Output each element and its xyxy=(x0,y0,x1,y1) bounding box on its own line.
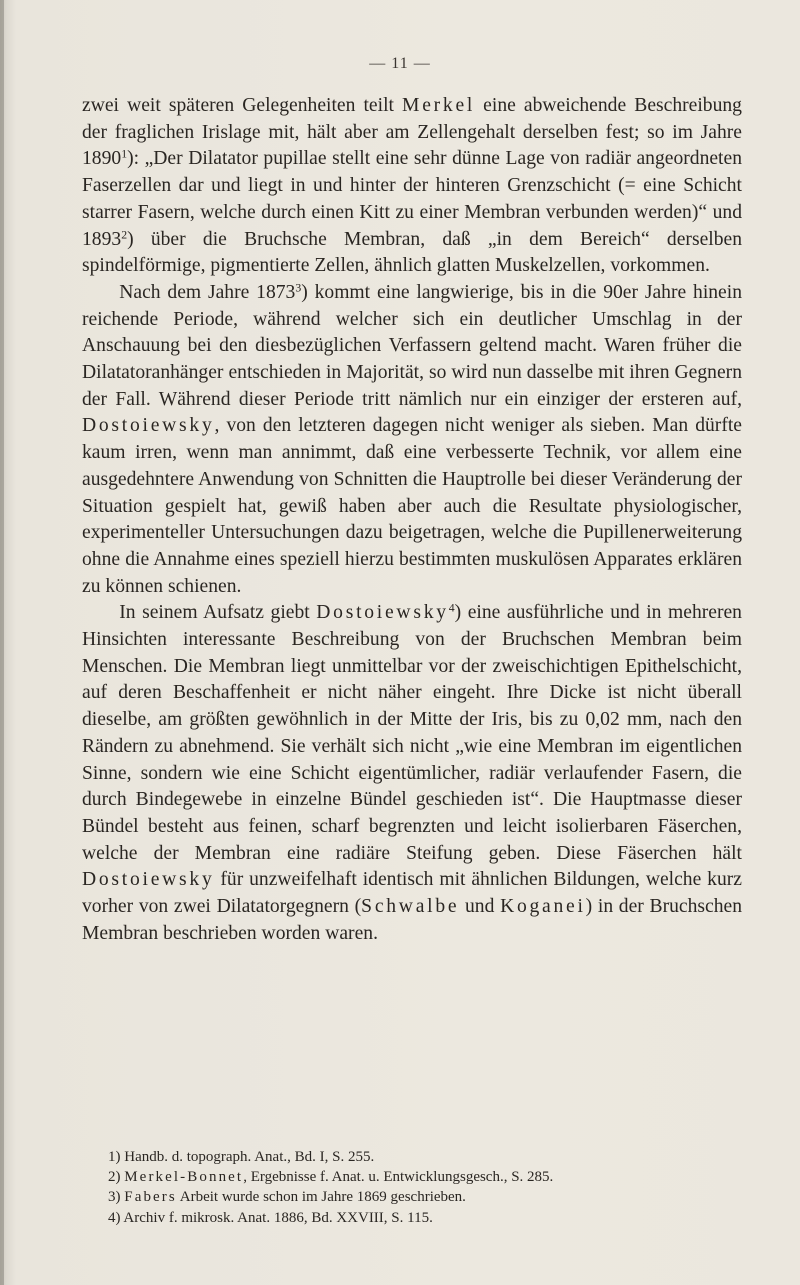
text-run: und xyxy=(459,896,501,918)
text-run: , von den letzteren dagegen nicht weniger als sieben. Man dürfte kaum irren, wenn man annimmt, daß eine verbesserte Technik, vor allem eine ausgedehntere Anwendung von Schnitten die Hauptrolle bei dieser Veränderung der Situation gespielt hat, gewiß haben aber auch die Resultate physiologischer, experimenteller Untersuchungen dazu beigetragen, welche die Pupillenerweiterung ohne die Annahme eines speziell hierzu bestimmten muskulösen Apparates erklären zu können schienen. xyxy=(82,415,742,597)
text-run: 1) Handb. d. topograph. Anat., Bd. I, S. 255. xyxy=(108,1149,375,1165)
text-run: 3) xyxy=(108,1189,125,1206)
text-run: Arbeit wurde schon im Jahre 1869 geschrieben. xyxy=(176,1189,466,1206)
text-run: ) in der Bruchschen Membran beschrieben worden waren. xyxy=(82,896,743,944)
footnote xyxy=(108,1167,748,1187)
footnote xyxy=(108,1208,748,1228)
text-run: für unzweifelhaft identisch mit ähnlichen Bildungen, welche kurz vorher von zwei Dilatatorgegnern ( xyxy=(82,869,742,918)
footnote-ref: 1 xyxy=(121,147,128,161)
footnote-ref: 4 xyxy=(448,601,455,615)
page-number: — 11 — xyxy=(369,55,431,72)
footnotes xyxy=(108,1147,748,1228)
body-text xyxy=(82,93,742,948)
spaced-name: Dostoiewsky xyxy=(316,602,449,624)
footnote xyxy=(108,1147,748,1167)
footnote-ref: 3 xyxy=(295,281,302,295)
text-run: ) eine ausführliche und in mehreren Hinsichten interessante Beschreibung von der Bruchschen Membran beim Menschen. Die Membran liegt unmittelbar vor der zweischichtigen Epithelschicht, auf deren Beschaffenheit er nicht näher eingeht. Ihre Dicke ist nicht überall dieselbe, am größten gewöhnlich in der Mitte der Iris, bis zu 0,02 mm, nach den Rändern zu abnehmend. Sie verhält sich nicht „wie eine Membran im eigentlichen Sinne, sondern wie eine Schicht eigentümlicher, radiär verlaufender Fasern, die durch Bindegewebe in einzelne Bündel geschieden ist“. Die Hauptmasse dieser Bündel besteht aus feinen, scharf begrenzten und leicht isolierbaren Fäserchen, welche der Membran eine radiäre Steifung geben. Diese Fäserchen hält xyxy=(82,602,742,864)
paragraph xyxy=(82,600,742,947)
footnote xyxy=(108,1187,748,1207)
spaced-name: Fabers xyxy=(124,1189,177,1206)
paragraph xyxy=(82,280,742,600)
spaced-name: Koganei xyxy=(500,896,586,918)
text-run: eine abweichende Beschreibung der fraglichen Irislage mit, hält aber am Zellengehalt derselben fest; so im Jahre 1890 xyxy=(82,95,742,170)
text-run: 4) Archiv f. mikrosk. Anat. 1886, Bd. XXVIII, S. 115. xyxy=(108,1209,433,1226)
spaced-name: Dostoiewsky xyxy=(82,869,215,891)
text-run: In seinem Aufsatz giebt xyxy=(119,602,317,624)
text-run: , Ergebnisse f. Anat. u. Entwicklungsgesch., S. 285. xyxy=(243,1169,554,1186)
text-run: ) über die Bruchsche Membran, daß „in dem Bereich“ derselben spindelförmige, pigmentierte Zellen, ähnlich glatten Muskelzellen, vorkommen. xyxy=(82,228,742,277)
spaced-name: Merkel xyxy=(402,95,476,116)
spaced-name: Schwalbe xyxy=(361,896,460,918)
spaced-name: Merkel-Bonnet xyxy=(124,1169,244,1186)
text-run: ): „Der Dilatator pupillae stellt eine sehr dünne Lage von radiär angeordneten Faserzellen dar und liegt in und hinter der hinteren Grenzschicht (= eine Schicht starrer Fasern, welche durch einen Kitt zu einer Membran verbunden werden)“ und 1893 xyxy=(82,148,742,250)
text-run: zwei weit späteren Gelegenheiten teilt xyxy=(82,95,403,116)
text-run: Nach dem Jahre 1873 xyxy=(119,281,296,303)
paragraph xyxy=(82,93,742,280)
binding-edge xyxy=(0,0,4,1285)
footnote-ref: 2 xyxy=(121,228,128,242)
text-run: 2) xyxy=(108,1169,125,1186)
text-run: ) kommt eine langwierige, bis in die 90er Jahre hinein reichende Periode, während welcher sich ein deutlicher Umschlag in der Anschauung bei den diesbezüglichen Verfassern geltend macht. Waren früher die Dilatatoranhänger entschieden in Majorität, so wird nun dasselbe mit ihren Gegnern der Fall. Während dieser Periode tritt nämlich nur ein einziger der ersteren auf, xyxy=(82,281,742,410)
spaced-name: Dostoiewsky xyxy=(82,415,215,437)
